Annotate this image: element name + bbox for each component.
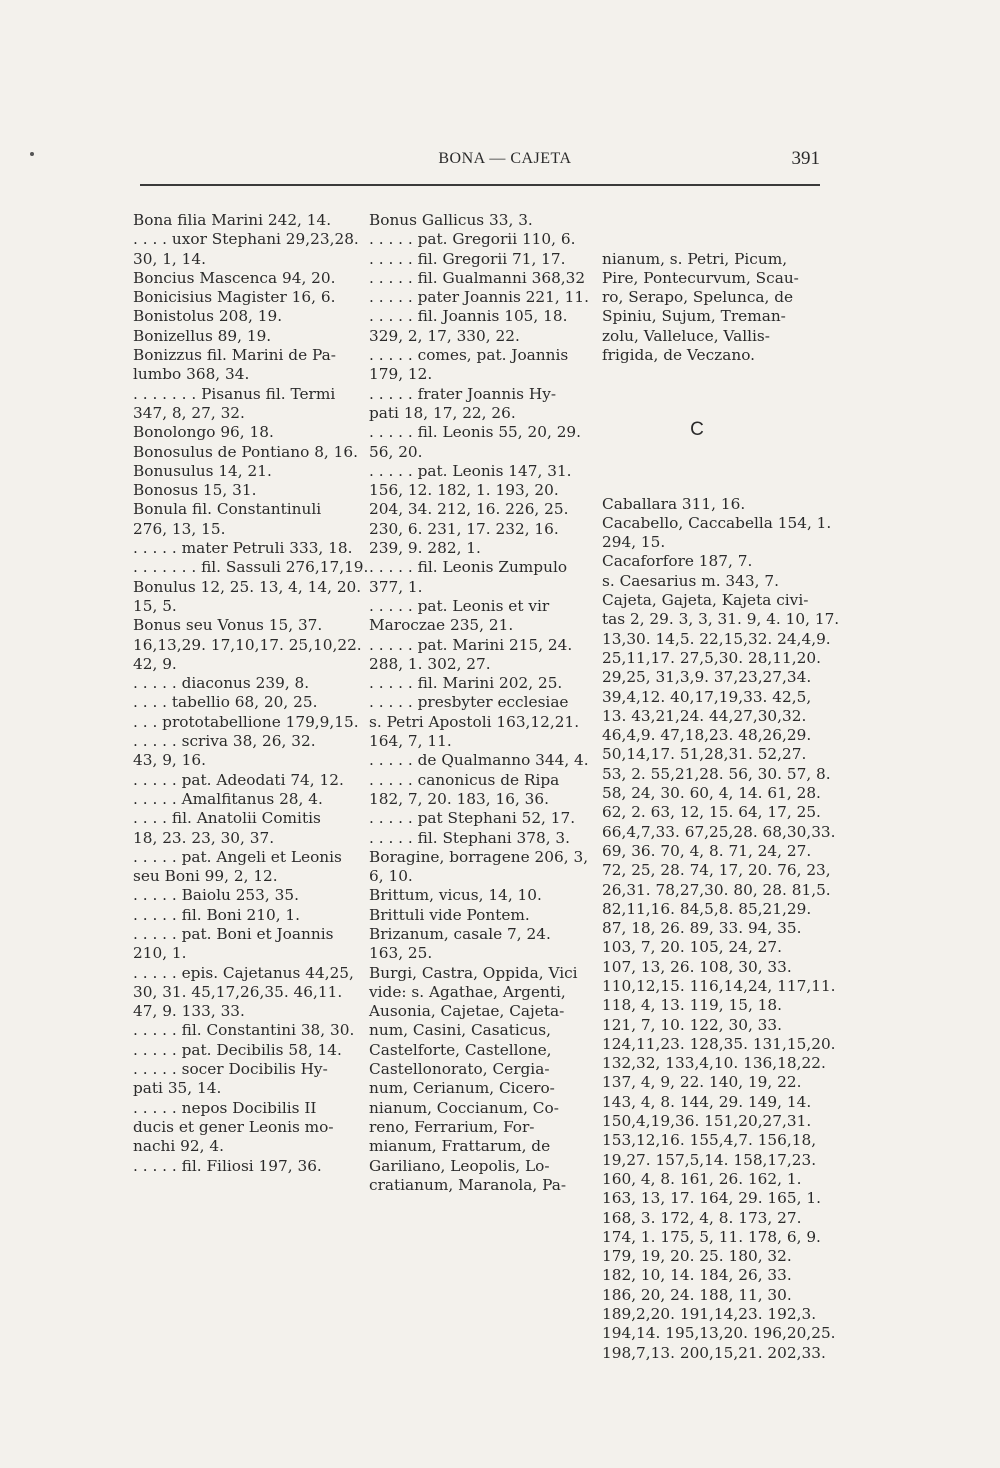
index-line: . . . . . fil. Filiosi 197, 36. — [133, 1156, 322, 1175]
index-line: 156, 12. 182, 1. 193, 20. — [369, 481, 559, 500]
index-line: . . . . . mater Petruli 333, 18. — [133, 539, 353, 558]
index-line: 19,27. 157,5,14. 158,17,23. — [602, 1150, 817, 1169]
index-line: Pire, Pontecurvum, Scau- — [602, 268, 799, 287]
index-line: 62, 2. 63, 12, 15. 64, 17, 25. — [602, 803, 821, 822]
index-line: . . . . . fil. Joannis 105, 18. — [369, 307, 568, 326]
index-line: 186, 20, 24. 188, 11, 30. — [602, 1285, 792, 1304]
index-line: 143, 4, 8. 144, 29. 149, 14. — [602, 1092, 812, 1111]
index-line: 29,25, 31,3,9. 37,23,27,34. — [602, 668, 812, 687]
index-line: lumbo 368, 34. — [133, 365, 250, 384]
page-number: 391 — [791, 148, 820, 169]
index-line: . . . . . pat. Leonis et vir — [369, 596, 550, 615]
index-line: 118, 4, 13. 119, 15, 18. — [602, 996, 783, 1015]
index-column-3-top — [602, 250, 827, 366]
index-line: 329, 2, 17, 330, 22. — [369, 326, 520, 345]
index-line: . . . . . frater Joannis Hy- — [369, 384, 557, 403]
index-column-3-entries — [602, 494, 840, 1363]
index-line: Bonicisius Magister 16, 6. — [133, 288, 336, 307]
index-line: . . . . . nepos Docibilis II — [133, 1098, 317, 1117]
index-line: . . . . . fil. Gregorii 71, 17. — [369, 249, 566, 268]
index-line: . . . . . pat. Leonis 147, 31. — [369, 461, 572, 480]
index-line: . . . . . . . fil. Sassuli 276,17,19. — [133, 558, 369, 577]
index-line: 174, 1. 175, 5, 11. 178, 6, 9. — [602, 1227, 821, 1246]
index-line: frigida, de Veczano. — [602, 346, 755, 365]
index-line: pati 18, 17, 22, 26. — [369, 403, 516, 422]
index-line: cratianum, Maranola, Pa- — [369, 1175, 566, 1194]
index-line: Caballara 311, 16. — [602, 494, 746, 513]
index-line: 69, 36. 70, 4, 8. 71, 24, 27. — [602, 841, 812, 860]
index-line: 150,4,19,36. 151,20,27,31. — [602, 1112, 812, 1131]
index-line: . . . . . fil. Gualmanni 368,32 — [369, 268, 586, 287]
index-line: 182, 10, 14. 184, 26, 33. — [602, 1266, 792, 1285]
index-line: Cajeta, Gajeta, Kajeta civi- — [602, 591, 809, 610]
index-line: 132,32, 133,4,10. 136,18,22. — [602, 1054, 826, 1073]
index-line: 82,11,16. 84,5,8. 85,21,29. — [602, 899, 812, 918]
index-line: . . . . . canonicus de Ripa — [369, 770, 560, 789]
index-line: s. Caesarius m. 343, 7. — [602, 571, 779, 590]
index-line: 204, 34. 212, 16. 226, 25. — [369, 500, 569, 519]
index-line: 43, 9, 16. — [133, 751, 206, 770]
index-line: 30, 31. 45,17,26,35. 46,11. — [133, 982, 343, 1001]
index-line: num, Casini, Casaticus, — [369, 1021, 551, 1040]
index-line: vide: s. Agathae, Argenti, — [369, 982, 566, 1001]
index-line: 160, 4, 8. 161, 26. 162, 1. — [602, 1169, 802, 1188]
index-line: . . . . . fil. Boni 210, 1. — [133, 905, 301, 924]
index-line: Bonizzus fil. Marini de Pa- — [133, 346, 336, 365]
index-line: 6, 10. — [369, 867, 413, 886]
index-line: . . . . tabellio 68, 20, 25. — [133, 693, 318, 712]
index-line: 13. 43,21,24. 44,27,30,32. — [602, 706, 807, 725]
index-line: . . . . . pat. Angeli et Leonis — [133, 847, 342, 866]
index-column-1 — [133, 211, 369, 1176]
index-line: 18, 23. 23, 30, 37. — [133, 828, 275, 847]
index-line: 13,30. 14,5. 22,15,32. 24,4,9. — [602, 629, 831, 648]
index-line: 42, 9. — [133, 654, 177, 673]
section-letter: C — [690, 418, 704, 440]
index-line: seu Boni 99, 2, 12. — [133, 867, 278, 886]
index-line: Bonosus 15, 31. — [133, 481, 257, 500]
index-line: . . . . . . . Pisanus fil. Termi — [133, 384, 336, 403]
index-line: . . . . . pat Stephani 52, 17. — [369, 809, 576, 828]
index-line: . . . . . Amalfitanus 28, 4. — [133, 789, 323, 808]
index-line: 288, 1. 302, 27. — [369, 654, 491, 673]
index-line: 124,11,23. 128,35. 131,15,20. — [602, 1034, 836, 1053]
index-line: Brittum, vicus, 14, 10. — [369, 886, 542, 905]
index-line: . . . . . presbyter ecclesiae — [369, 693, 569, 712]
index-line: Castellonorato, Cergia- — [369, 1060, 550, 1079]
index-line: . . . . . fil. Stephani 378, 3. — [369, 828, 571, 847]
page-mark — [30, 152, 34, 156]
index-line: Bonolongo 96, 18. — [133, 423, 274, 442]
index-line: 26,31. 78,27,30. 80, 28. 81,5. — [602, 880, 831, 899]
index-line: Bonosulus de Pontiano 8, 16. — [133, 442, 358, 461]
index-line: 66,4,7,33. 67,25,28. 68,30,33. — [602, 822, 836, 841]
index-line: Cacabello, Caccabella 154, 1. — [602, 513, 832, 532]
index-line: 347, 8, 27, 32. — [133, 403, 245, 422]
index-line: 194,14. 195,13,20. 196,20,25. — [602, 1324, 836, 1343]
index-line: 87, 18, 26. 89, 33. 94, 35. — [602, 919, 802, 938]
index-line: . . . . . fil. Marini 202, 25. — [369, 674, 563, 693]
index-line: 56, 20. — [369, 442, 423, 461]
index-line: Bonusulus 14, 21. — [133, 461, 272, 480]
index-line: 179, 19, 20. 25. 180, 32. — [602, 1247, 792, 1266]
index-line: 239, 9. 282, 1. — [369, 539, 481, 558]
index-line: . . . . fil. Anatolii Comitis — [133, 809, 321, 828]
index-line: . . . . . epis. Cajetanus 44,25, — [133, 963, 354, 982]
index-line: ducis et gener Leonis mo- — [133, 1117, 334, 1136]
index-line: mianum, Frattarum, de — [369, 1137, 551, 1156]
index-line: 53, 2. 55,21,28. 56, 30. 57, 8. — [602, 764, 831, 783]
index-line: Bonus Gallicus 33, 3. — [369, 211, 533, 229]
index-line: 58, 24, 30. 60, 4, 14. 61, 28. — [602, 784, 821, 803]
index-line: 153,12,16. 155,4,7. 156,18, — [602, 1131, 817, 1150]
index-line: . . . . . Baiolu 253, 35. — [133, 886, 299, 905]
index-line: . . . . . pat. Boni et Joannis — [133, 924, 334, 943]
index-line: 47, 9. 133, 33. — [133, 1002, 245, 1021]
index-line: . . . . uxor Stephani 29,23,28. — [133, 230, 359, 249]
index-line: 164, 7, 11. — [369, 732, 452, 751]
index-line: 189,2,20. 191,14,23. 192,3. — [602, 1305, 817, 1324]
index-line: Boragine, borragene 206, 3, — [369, 847, 589, 866]
index-line: . . . . . pat. Gregorii 110, 6. — [369, 230, 576, 249]
index-line: . . . . . de Qualmanno 344, 4. — [369, 751, 589, 770]
index-line: Maroczae 235, 21. — [369, 616, 514, 635]
index-line: nianum, Coccianum, Co- — [369, 1098, 559, 1117]
index-line: Burgi, Castra, Oppida, Vici — [369, 963, 578, 982]
header-rule — [140, 184, 820, 186]
index-line: . . . . . fil. Constantini 38, 30. — [133, 1021, 355, 1040]
index-line: 107, 13, 26. 108, 30, 33. — [602, 957, 792, 976]
index-line: 137, 4, 9, 22. 140, 19, 22. — [602, 1073, 802, 1092]
index-line: Cacaforfore 187, 7. — [602, 552, 753, 571]
index-line: zolu, Valleluce, Vallis- — [602, 326, 770, 345]
index-line: . . . . . fil. Leonis 55, 20, 29. — [369, 423, 582, 442]
index-line: 163, 13, 17. 164, 29. 165, 1. — [602, 1189, 821, 1208]
index-line: nachi 92, 4. — [133, 1137, 224, 1156]
index-line: Bonizellus 89, 19. — [133, 326, 272, 345]
index-line: Bonus seu Vonus 15, 37. — [133, 616, 323, 635]
index-line: 110,12,15. 116,14,24, 117,11. — [602, 976, 836, 995]
running-head — [140, 150, 820, 180]
index-line: Ausonia, Cajetae, Cajeta- — [369, 1002, 565, 1021]
index-line: 46,4,9. 47,18,23. 48,26,29. — [602, 726, 812, 745]
index-line: 25,11,17. 27,5,30. 28,11,20. — [602, 648, 821, 667]
index-line: 182, 7, 20. 183, 16, 36. — [369, 789, 550, 808]
index-line: 294, 15. — [602, 533, 666, 552]
index-line: Brittuli vide Pontem. — [369, 905, 530, 924]
index-line: 198,7,13. 200,15,21. 202,33. — [602, 1343, 826, 1362]
index-line: num, Cerianum, Cicero- — [369, 1079, 555, 1098]
index-line: ro, Serapo, Spelunca, de — [602, 288, 794, 307]
index-line: Castelforte, Castellone, — [369, 1040, 552, 1059]
index-line: 168, 3. 172, 4, 8. 173, 27. — [602, 1208, 802, 1227]
index-line: Bonistolus 208, 19. — [133, 307, 283, 326]
index-line: 276, 13, 15. — [133, 519, 226, 538]
index-line: tas 2, 29. 3, 3, 31. 9, 4. 10, 17. — [602, 610, 840, 629]
index-line: . . . . . fil. Leonis Zumpulo — [369, 558, 568, 577]
index-line: Bonulus 12, 25. 13, 4, 14, 20. — [133, 577, 362, 596]
index-line: reno, Ferrarium, For- — [369, 1117, 535, 1136]
index-line: 15, 5. — [133, 596, 177, 615]
index-line: . . . prototabellione 179,9,15. — [133, 712, 359, 731]
index-line: Bonula fil. Constantinuli — [133, 500, 322, 519]
index-line: . . . . . socer Docibilis Hy- — [133, 1060, 328, 1079]
index-line: 163, 25. — [369, 944, 433, 963]
index-line: . . . . . diaconus 239, 8. — [133, 674, 310, 693]
index-line: 179, 12. — [369, 365, 433, 384]
index-line: 16,13,29. 17,10,17. 25,10,22. — [133, 635, 362, 654]
index-line: 72, 25, 28. 74, 17, 20. 76, 23, — [602, 861, 831, 880]
index-column-3 — [602, 211, 840, 1402]
index-line: . . . . . pat. Marini 215, 24. — [369, 635, 573, 654]
index-line: 30, 1, 14. — [133, 249, 206, 268]
index-line: Brizanum, casale 7, 24. — [369, 924, 551, 943]
index-line: s. Petri Apostoli 163,12,21. — [369, 712, 580, 731]
index-line: . . . . . pater Joannis 221, 11. — [369, 288, 589, 307]
index-line: 377, 1. — [369, 577, 423, 596]
index-line: 50,14,17. 51,28,31. 52,27. — [602, 745, 807, 764]
index-line: pati 35, 14. — [133, 1079, 222, 1098]
index-line: 103, 7, 20. 105, 24, 27. — [602, 938, 783, 957]
index-line: 210, 1. — [133, 944, 187, 963]
index-line: 39,4,12. 40,17,19,33. 42,5, — [602, 687, 812, 706]
index-line: . . . . . pat. Adeodati 74, 12. — [133, 770, 344, 789]
index-column-2 — [369, 211, 599, 1195]
index-line: nianum, s. Petri, Picum, — [602, 249, 788, 268]
index-line: Gariliano, Leopolis, Lo- — [369, 1156, 550, 1175]
index-line: 121, 7, 10. 122, 30, 33. — [602, 1015, 783, 1034]
running-title: BONA — CAJETA — [438, 150, 572, 167]
index-line: . . . . . comes, pat. Joannis — [369, 346, 569, 365]
index-line: 230, 6. 231, 17. 232, 16. — [369, 519, 559, 538]
index-line: Spiniu, Sujum, Treman- — [602, 307, 786, 326]
index-line: . . . . . scriva 38, 26, 32. — [133, 732, 316, 751]
index-line: . . . . . pat. Decibilis 58, 14. — [133, 1040, 342, 1059]
index-line: Bona filia Marini 242, 14. — [133, 211, 332, 229]
index-line: Boncius Mascenca 94, 20. — [133, 268, 336, 287]
